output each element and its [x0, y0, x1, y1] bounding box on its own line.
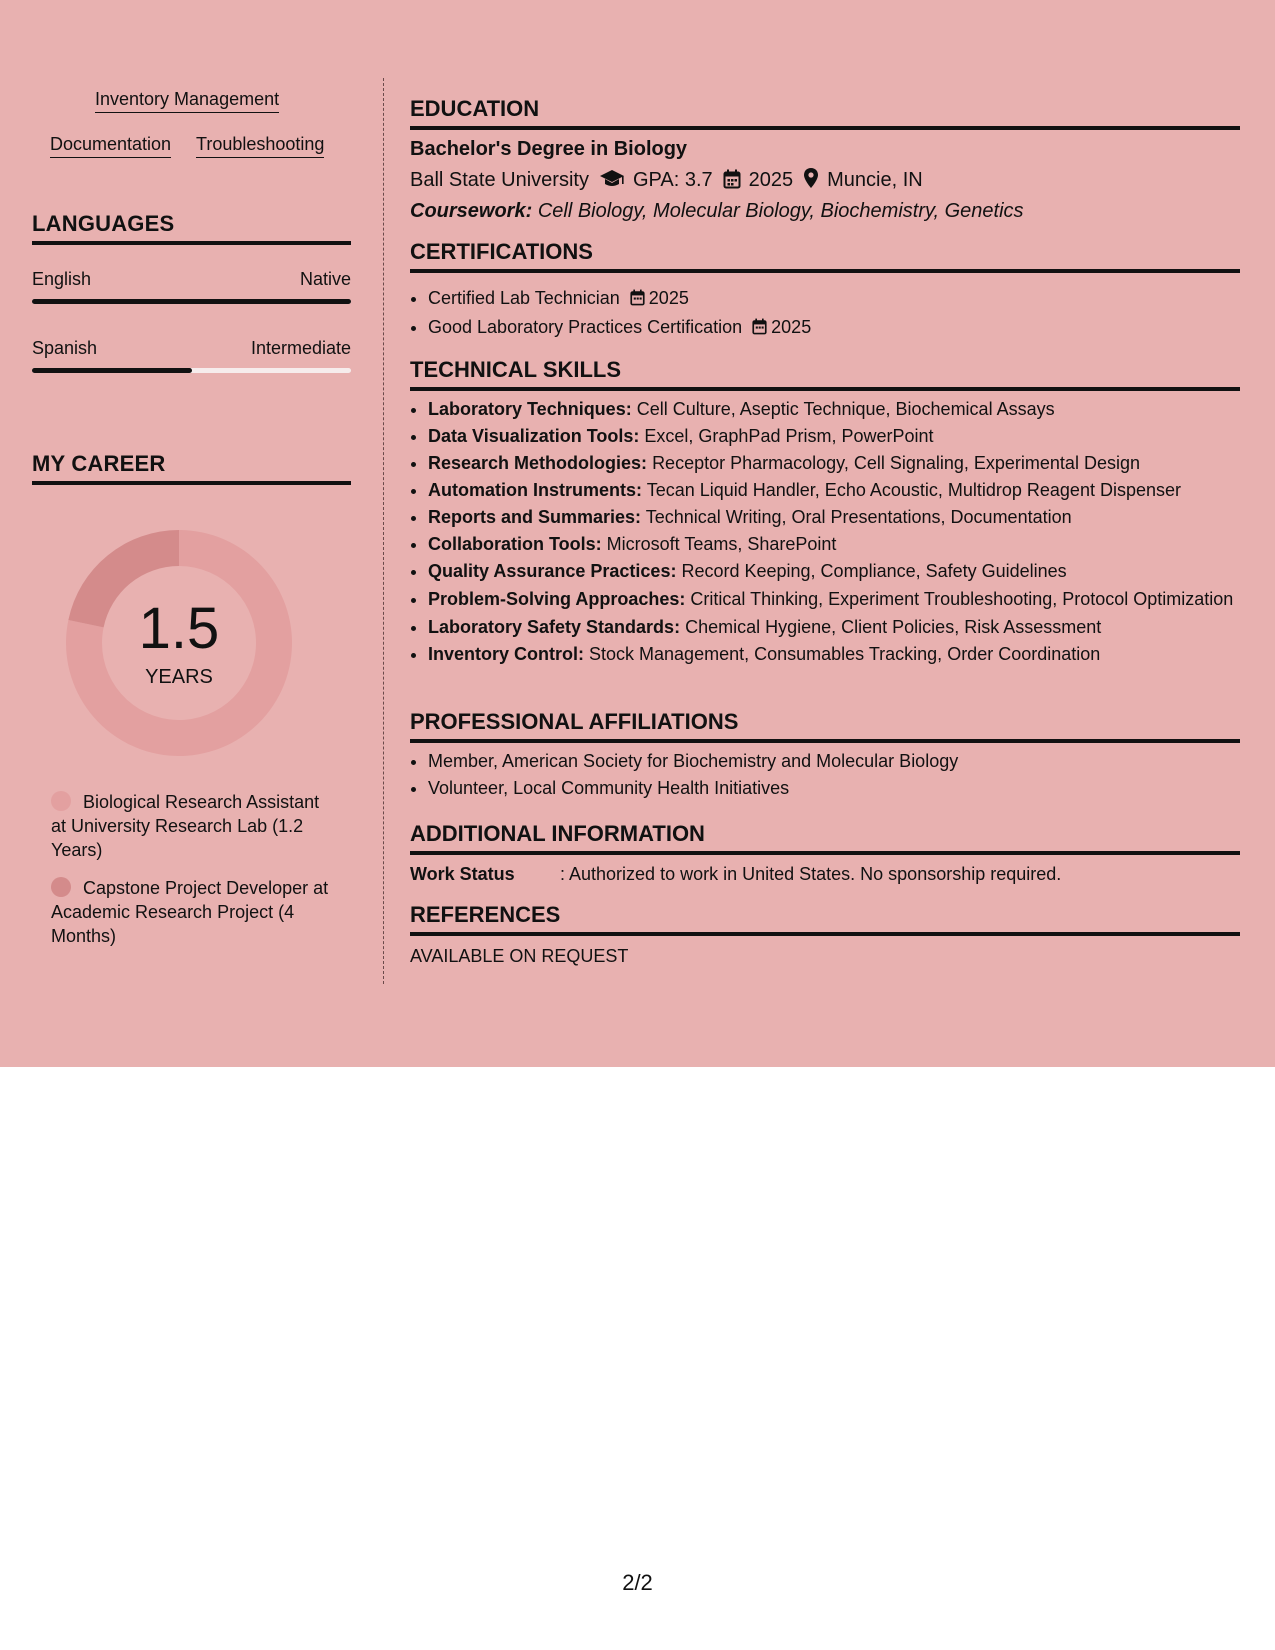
- coursework: [410, 198, 1024, 224]
- skill-label: Laboratory Techniques:: [428, 399, 632, 419]
- skill-value: Critical Thinking, Experiment Troubleshooting, Protocol Optimization: [690, 589, 1234, 609]
- work-status-value: : Authorized to work in United States. No sponsorship required.: [560, 864, 1062, 884]
- career-item: [51, 876, 331, 948]
- calendar-icon: [723, 169, 741, 196]
- list-item: • Member, American Society for Biochemistry and Molecular Biology: [428, 748, 1258, 775]
- language-name: Spanish: [32, 338, 98, 358]
- skill-label: Research Methodologies:: [428, 453, 648, 473]
- certification-name: Certified Lab Technician: [428, 288, 620, 308]
- additional-info-heading: ADDITIONAL INFORMATION: [410, 821, 1240, 855]
- references-text: AVAILABLE ON REQUEST: [410, 946, 629, 966]
- skill-label: Collaboration Tools:: [428, 534, 602, 554]
- list-item: [428, 641, 1258, 668]
- career-total-value: 1.5: [138, 596, 220, 661]
- language-level: Native: [299, 269, 351, 289]
- degree-title: Bachelor's Degree in Biology: [410, 138, 688, 160]
- location-pin-icon: [803, 167, 819, 196]
- skill-tag: Inventory Management: [95, 88, 279, 113]
- technical-skills-list: [410, 396, 1258, 668]
- list-item: [428, 285, 1258, 314]
- list-item: [428, 314, 1258, 343]
- affiliations-list: [410, 748, 1258, 802]
- gpa: GPA: 3.7: [632, 169, 713, 191]
- skill-tag: Documentation: [50, 133, 171, 158]
- coursework-label: Coursework:: [410, 200, 533, 222]
- language-proficiency-fill: [32, 299, 351, 304]
- skill-label: Reports and Summaries:: [428, 507, 642, 527]
- list-item: [428, 587, 1258, 611]
- skill-value: Receptor Pharmacology, Cell Signaling, Experimental Design: [652, 453, 1140, 473]
- career-heading: MY CAREER: [32, 451, 351, 485]
- list-item: [428, 531, 1258, 558]
- list-item: [428, 614, 1258, 641]
- language-proficiency-bar: [32, 299, 351, 304]
- skill-value: Stock Management, Consumables Tracking, Order Coordination: [589, 644, 1101, 664]
- skill-value: Record Keeping, Compliance, Safety Guidelines: [681, 561, 1067, 581]
- language-proficiency-fill: [32, 368, 192, 373]
- language-row: [32, 268, 351, 290]
- list-item: [428, 396, 1258, 423]
- page-number: 2/2: [622, 1570, 653, 1595]
- work-status: [410, 862, 1061, 886]
- list-item: [428, 504, 1258, 531]
- certification-year: 2025: [771, 317, 812, 337]
- language-level: Intermediate: [250, 338, 351, 358]
- work-status-label: Work Status: [410, 864, 515, 884]
- skill-value: Technical Writing, Oral Presentations, Documentation: [645, 507, 1072, 527]
- language-proficiency-bar: [32, 368, 351, 373]
- language-row: [32, 337, 351, 359]
- skill-value: Chemical Hygiene, Client Policies, Risk Assessment: [685, 617, 1102, 637]
- list-item: [428, 477, 1258, 504]
- column-divider: [383, 78, 384, 984]
- skill-value: Cell Culture, Aseptic Technique, Biochemical Assays: [636, 399, 1055, 419]
- language-name: English: [32, 269, 92, 289]
- graduation-year: 2025: [748, 169, 794, 191]
- list-item: [428, 423, 1258, 450]
- career-item: [51, 790, 331, 862]
- list-item: [428, 558, 1258, 585]
- list-item: [428, 450, 1258, 477]
- career-legend-dot: [51, 791, 71, 811]
- school-name: Ball State University: [410, 169, 589, 191]
- certification-name: Good Laboratory Practices Certification: [428, 317, 743, 337]
- languages-heading: LANGUAGES: [32, 211, 351, 245]
- skill-value: Tecan Liquid Handler, Echo Acoustic, Multidrop Reagent Dispenser: [646, 480, 1181, 500]
- skill-label: Quality Assurance Practices:: [428, 561, 677, 581]
- skill-label: Problem-Solving Approaches:: [428, 589, 686, 609]
- affiliations-heading: PROFESSIONAL AFFILIATIONS: [410, 709, 1240, 743]
- graduation-cap-icon: [599, 169, 625, 196]
- skill-label: Inventory Control:: [428, 644, 584, 664]
- career-legend-dot: [51, 877, 71, 897]
- education-heading: EDUCATION: [410, 96, 1240, 130]
- career-item-label: Biological Research Assistant at University Research Lab (1.2 Years): [51, 792, 320, 860]
- list-item: • Volunteer, Local Community Health Initiatives: [428, 775, 1258, 802]
- skill-label: Automation Instruments:: [428, 480, 642, 500]
- calendar-icon: [630, 287, 645, 314]
- education-details: [410, 167, 923, 196]
- references-heading: REFERENCES: [410, 902, 1240, 936]
- coursework-value: Cell Biology, Molecular Biology, Biochemistry, Genetics: [537, 200, 1024, 222]
- skill-value: Microsoft Teams, SharePoint: [606, 534, 837, 554]
- career-item-label: Capstone Project Developer at Academic Research Project (4 Months): [51, 878, 329, 946]
- calendar-icon: [752, 316, 767, 343]
- skill-value: Excel, GraphPad Prism, PowerPoint: [644, 426, 934, 446]
- certifications-heading: CERTIFICATIONS: [410, 239, 1240, 273]
- skill-tag: Troubleshooting: [196, 133, 324, 158]
- education-location: Muncie, IN: [827, 169, 923, 191]
- skill-label: Data Visualization Tools:: [428, 426, 640, 446]
- certification-year: 2025: [648, 288, 689, 308]
- career-total-unit: YEARS: [145, 666, 213, 688]
- certifications-list: [410, 285, 1258, 343]
- technical-skills-heading: TECHNICAL SKILLS: [410, 357, 1240, 391]
- skill-label: Laboratory Safety Standards:: [428, 617, 681, 637]
- career-donut-chart: [66, 530, 292, 756]
